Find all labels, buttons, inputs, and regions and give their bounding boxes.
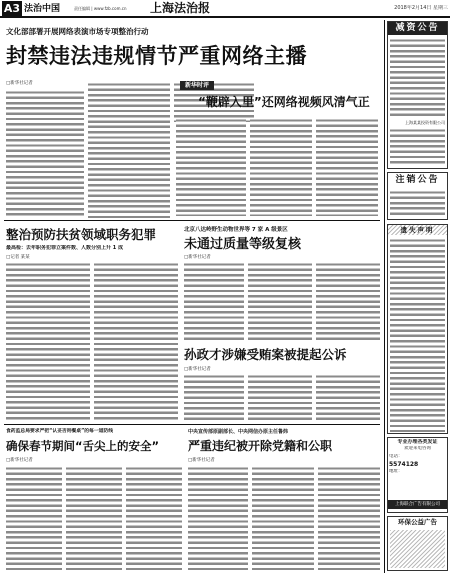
top-story-headline: 封禁违法违规情节严重网络主播 xyxy=(6,44,307,68)
ad-line-2: 欢迎来电咨询 xyxy=(404,446,431,451)
commentary-title: “鞭辟入里”还网络视频风清气正 xyxy=(198,95,370,109)
commentary-column-3 xyxy=(316,118,378,216)
story5-column-1 xyxy=(6,466,62,570)
section-title: 法治中国 xyxy=(24,4,61,14)
commentary-column-1 xyxy=(176,118,246,216)
story3-column-1 xyxy=(184,262,244,342)
page-number: A3 xyxy=(3,2,21,15)
story5-kicker: 食药监总局要求严把“认妥否则餐桌”的每一道防线 xyxy=(6,429,114,434)
story4-headline: 孙政才涉嫌受贿案被提起公诉 xyxy=(184,347,347,362)
notice1-signature: 上海某某投资有限公司 xyxy=(405,120,445,125)
commentary-column-2 xyxy=(250,118,312,216)
story6-kicker: 中央宣传部原副部长、中央网信办原主任鲁炜 xyxy=(188,429,289,435)
story2-subhead: 最高检：去年职务犯罪立案件数、人数分别上升 1 成 xyxy=(6,245,123,251)
notice2-title: 注销公告 xyxy=(395,175,440,185)
newspaper-logo: 上海法治报 xyxy=(150,1,211,15)
story2-byline: □记者 某某 xyxy=(6,255,30,260)
ad-phone-label: 电话： xyxy=(389,454,403,459)
story3-column-2 xyxy=(248,262,312,342)
top-story-kicker: 文化部部署开展网络表演市场专项整治行动 xyxy=(6,27,149,36)
story6-column-3 xyxy=(318,466,380,570)
commentary-label: 新华时评 xyxy=(180,81,214,90)
notice3-body xyxy=(390,238,445,432)
notice1-body-2 xyxy=(390,128,445,166)
story5-headline: 确保春节期间“舌尖上的安全” xyxy=(6,439,160,453)
story6-byline: □新华社记者 xyxy=(188,458,215,463)
ad-footer-title: 环保公益广告 xyxy=(398,518,437,526)
story5-byline: □新华社记者 xyxy=(6,458,33,463)
ad-line-1: 专业办理各类发证 xyxy=(397,439,438,445)
story4-column-1 xyxy=(184,374,244,420)
story4-column-2 xyxy=(248,374,312,420)
sidebar-divider xyxy=(384,20,385,573)
top-story-column-1 xyxy=(6,90,84,218)
story3-kicker: 北京八达岭野生动物世界等 7 家 A 级景区 xyxy=(184,227,288,233)
story5-column-3 xyxy=(126,466,182,570)
notice1-title: 减资公告 xyxy=(388,22,447,35)
story3-column-3 xyxy=(316,262,380,342)
masthead-info: 责任编辑 | www.fzb.com.cn xyxy=(74,6,127,11)
ad-footer-image xyxy=(390,530,445,568)
ad-phone: 5574128 xyxy=(389,461,419,468)
ad-address-label: 地址： xyxy=(389,469,403,474)
notice2-body xyxy=(390,190,445,218)
top-story-byline: □新华社记者 xyxy=(6,81,33,86)
top-story-column-2 xyxy=(88,82,170,218)
story3-byline: □新华社记者 xyxy=(184,255,211,260)
ad-company: 上海联合广告有限公司 xyxy=(388,500,447,509)
story2-column-2 xyxy=(94,262,178,420)
story5-column-2 xyxy=(66,466,122,570)
story6-column-2 xyxy=(252,466,314,570)
story2-headline: 整治预防扶贫领域职务犯罪 xyxy=(6,227,157,242)
divider-line xyxy=(4,220,380,221)
story3-headline: 未通过质量等级复核 xyxy=(184,237,302,252)
story6-headline: 严重违纪被开除党籍和公职 xyxy=(188,439,333,453)
divider-line xyxy=(4,424,380,425)
story4-byline: □新华社记者 xyxy=(184,367,211,372)
notice1-body xyxy=(390,38,445,118)
story6-column-1 xyxy=(188,466,248,570)
story2-column-1 xyxy=(6,262,90,420)
issue-date: 2018年2月14日 星期三 xyxy=(394,5,448,11)
story4-column-3 xyxy=(316,374,380,420)
notice3-title: 遗失声明 xyxy=(388,225,447,235)
